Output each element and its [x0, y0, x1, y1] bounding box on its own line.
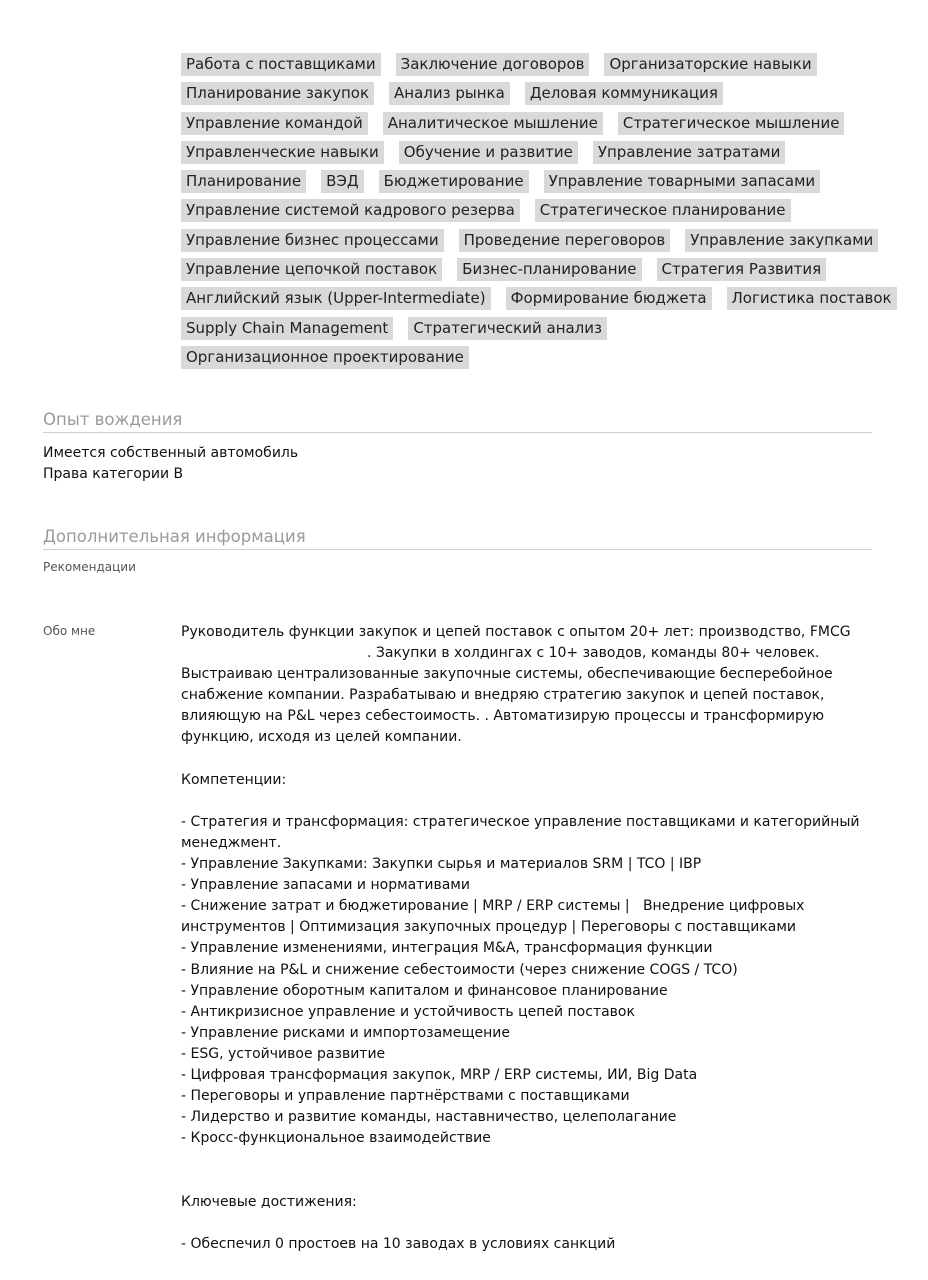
competency-item: - Снижение затрат и бюджетирование | MRP / ERP системы | Внедрение цифровых инструментов | Оптимизация закупочных процедур | Переговоры с поставщиками	[181, 898, 809, 936]
about-me-label: Обо мне	[43, 624, 96, 638]
skill-tag: Анализ рынка	[389, 82, 510, 105]
skill-tag: Управление цепочкой поставок	[181, 258, 442, 281]
skill-tag: Заключение договоров	[396, 53, 590, 76]
achievement-item: - Обеспечил 0 простоев на 10 заводах в условиях санкций	[181, 1235, 616, 1252]
skill-tag: Стратегическое планирование	[535, 199, 791, 222]
competency-item: - Управление запасами и нормативами	[181, 877, 470, 894]
skill-tag: Проведение переговоров	[459, 229, 671, 252]
driving-section-title: Опыт вождения	[43, 409, 872, 433]
skill-tag: Логистика поставок	[727, 287, 897, 310]
skills-list	[181, 53, 901, 369]
skill-tag: Стратегическое мышление	[618, 112, 845, 135]
competency-item: - Управление оборотным капиталом и финансовое планирование	[181, 982, 668, 999]
skill-tag: Аналитическое мышление	[383, 112, 603, 135]
competency-item: - Цифровая трансформация закупок, MRP / ERP системы, ИИ, Big Data	[181, 1066, 698, 1083]
skill-tag: Управление затратами	[593, 141, 785, 164]
license-category-text: Права категории B	[43, 466, 184, 482]
skill-tag: Управленческие навыки	[181, 141, 384, 164]
competency-item: - Стратегия и трансформация: стратегическое управление поставщиками и категорийный менеджмент.	[181, 813, 864, 851]
skill-tag: ВЭД	[321, 170, 363, 193]
skill-tag: Планирование закупок	[181, 82, 374, 105]
competency-item: - Кросс-функциональное взаимодействие	[181, 1130, 491, 1147]
competency-item: - Управление Закупками: Закупки сырья и материалов SRM | TCO | IBP	[181, 856, 702, 873]
skill-tag: Supply Chain Management	[181, 317, 393, 340]
competency-item: - Антикризисное управление и устойчивость цепей поставок	[181, 1003, 635, 1020]
skill-tag: Организационное проектирование	[181, 346, 469, 369]
achievements-heading: Ключевые достижения:	[181, 1193, 357, 1210]
skill-tag: Бюджетирование	[379, 170, 529, 193]
competencies-heading: Компетенции:	[181, 771, 287, 788]
competency-item: - Лидерство и развитие команды, наставничество, целеполагание	[181, 1109, 677, 1126]
about-intro-line: . Закупки в холдингах с 10+ заводов, команды 80+ человек.	[367, 645, 820, 662]
skill-tag: Деловая коммуникация	[525, 82, 723, 105]
skill-tag: Стратегия Развития	[657, 258, 827, 281]
competency-item: - Переговоры и управление партнёрствами с поставщиками	[181, 1088, 630, 1105]
about-intro-line: Руководитель функции закупок и цепей поставок с опытом 20+ лет: производство, FMCG	[181, 624, 851, 640]
about-me-text	[181, 622, 864, 1255]
skill-tag: Организаторские навыки	[604, 53, 816, 76]
competency-item: - ESG, устойчивое развитие	[181, 1045, 386, 1062]
skill-tag: Обучение и развитие	[399, 141, 578, 164]
skill-tag: Формирование бюджета	[506, 287, 712, 310]
skill-tag: Стратегический анализ	[408, 317, 607, 340]
competency-item: - Влияние на P&L и снижение себестоимости (через снижение COGS / TCO)	[181, 961, 738, 978]
skill-tag: Управление командой	[181, 112, 368, 135]
about-intro-paragraph: Выстраиваю централизованные закупочные системы, обеспечивающие бесперебойное снабжение компании. Разрабатываю и внедряю стратегию закупок и цепей поставок, влияющую на P&L через себестоимость. . Автоматизирую процессы и трансформирую функцию, исходя из целей компании.	[181, 666, 838, 746]
skill-tag: Управление закупками	[685, 229, 878, 252]
recommendations-label: Рекомендации	[43, 560, 136, 574]
skill-tag: Управление системой кадрового резерва	[181, 199, 520, 222]
skill-tag: Управление товарными запасами	[544, 170, 821, 193]
additional-info-section-title: Дополнительная информация	[43, 526, 872, 550]
competency-item: - Управление изменениями, интеграция M&A, трансформация функции	[181, 940, 713, 957]
own-car-text: Имеется собственный автомобиль	[43, 445, 299, 461]
skill-tag: Управление бизнес процессами	[181, 229, 444, 252]
competency-item: - Управление рисками и импортозамещение	[181, 1024, 511, 1041]
skill-tag: Планирование	[181, 170, 306, 193]
skill-tag: Бизнес-планирование	[457, 258, 641, 281]
skill-tag: Работа с поставщиками	[181, 53, 381, 76]
skill-tag: Английский язык (Upper-Intermediate)	[181, 287, 491, 310]
